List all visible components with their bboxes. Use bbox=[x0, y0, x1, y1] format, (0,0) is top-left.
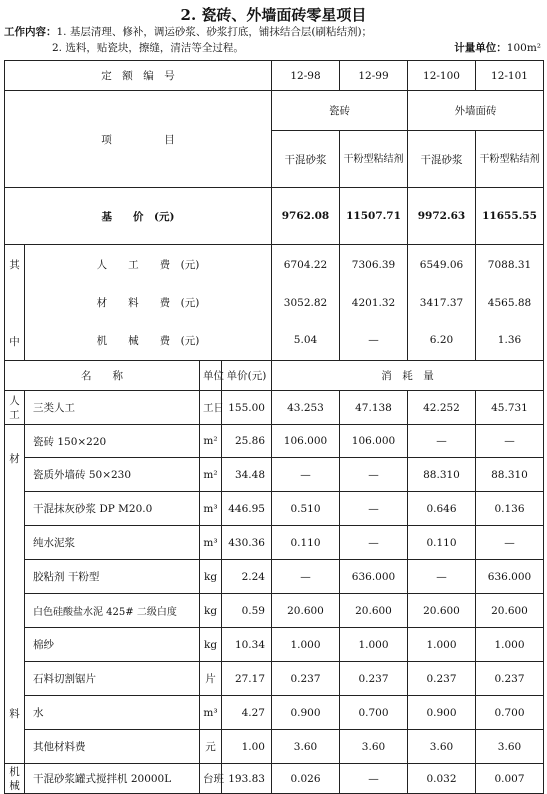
material-row bbox=[5, 628, 544, 662]
consume-value: 3.60 bbox=[408, 730, 476, 764]
machine-category: 机械 bbox=[5, 764, 25, 794]
header-code-row bbox=[5, 61, 544, 91]
base-price-value: 9972.63 bbox=[408, 188, 476, 245]
material-row bbox=[5, 458, 544, 492]
resource-name: 石料切割锯片 bbox=[25, 662, 200, 696]
quota-table bbox=[4, 60, 544, 794]
consume-value: 0.700 bbox=[340, 696, 408, 730]
resource-name: 三类人工 bbox=[25, 391, 200, 425]
resource-price: 10.34 bbox=[222, 628, 272, 662]
sub-cost-value: 7306.39 bbox=[340, 245, 408, 285]
work-content-label: 工作内容： bbox=[4, 26, 57, 38]
sub-cost-row bbox=[5, 245, 544, 285]
measure-unit-label: 计量单位： bbox=[454, 42, 507, 54]
code-cell: 12-99 bbox=[340, 61, 408, 91]
resource-price: 27.17 bbox=[222, 662, 272, 696]
consume-value: — bbox=[272, 458, 340, 492]
consume-value: 0.032 bbox=[408, 764, 476, 794]
sub-cost-value: — bbox=[340, 321, 408, 361]
consume-value: — bbox=[340, 526, 408, 560]
consume-header-row bbox=[5, 361, 544, 391]
base-price-label: 基 价 (元) bbox=[5, 188, 272, 245]
material-row bbox=[5, 594, 544, 628]
sub-cost-value: 3417.37 bbox=[408, 285, 476, 321]
consume-value: — bbox=[272, 560, 340, 594]
resource-price: 446.95 bbox=[222, 492, 272, 526]
resource-name: 其他材料费 bbox=[25, 730, 200, 764]
resource-price: 25.86 bbox=[222, 425, 272, 458]
sub-cost-value: 4565.88 bbox=[476, 285, 544, 321]
consume-value: 0.237 bbox=[340, 662, 408, 696]
measure-unit bbox=[454, 40, 541, 57]
category-char: 材 bbox=[9, 453, 20, 465]
sub-cost-value: 7088.31 bbox=[476, 245, 544, 285]
resource-price: 193.83 bbox=[222, 764, 272, 794]
consume-value: 20.600 bbox=[272, 594, 340, 628]
consume-value: 47.138 bbox=[340, 391, 408, 425]
consume-value: 43.253 bbox=[272, 391, 340, 425]
sub-cost-label: 人 工 费 (元) bbox=[25, 245, 272, 285]
resource-unit: m² bbox=[200, 458, 222, 492]
category-char: 其 bbox=[9, 259, 20, 271]
code-cell: 12-98 bbox=[272, 61, 340, 91]
consume-value: 42.252 bbox=[408, 391, 476, 425]
price-heading: 单价(元) bbox=[222, 361, 272, 391]
sub-heading: 干混砂浆 bbox=[272, 131, 340, 188]
measure-unit-value: 100m² bbox=[506, 42, 541, 54]
consume-value: 0.007 bbox=[476, 764, 544, 794]
resource-unit: kg bbox=[200, 628, 222, 662]
labor-category: 人工 bbox=[5, 391, 25, 425]
resource-unit: m³ bbox=[200, 526, 222, 560]
resource-price: 4.27 bbox=[222, 696, 272, 730]
consume-value: — bbox=[408, 425, 476, 458]
resource-price: 430.36 bbox=[222, 526, 272, 560]
resource-name: 瓷质外墙砖 50×230 bbox=[25, 458, 200, 492]
sub-cost-value: 6.20 bbox=[408, 321, 476, 361]
resource-unit: m³ bbox=[200, 696, 222, 730]
consume-value: 1.000 bbox=[272, 628, 340, 662]
consume-value: 3.60 bbox=[340, 730, 408, 764]
base-price-row bbox=[5, 188, 544, 245]
category-char: 中 bbox=[9, 336, 20, 348]
resource-price: 2.24 bbox=[222, 560, 272, 594]
work-content-text-1: 1. 基层清理、修补，调运砂浆、砂浆打底，铺抹结合层(刷粘结剂)； bbox=[56, 26, 373, 38]
resource-price: 0.59 bbox=[222, 594, 272, 628]
consume-value: 0.646 bbox=[408, 492, 476, 526]
material-row bbox=[5, 662, 544, 696]
code-label: 定 额 编 号 bbox=[5, 61, 272, 91]
sub-cost-row bbox=[5, 321, 544, 361]
resource-name: 干混砂浆罐式搅拌机 20000L bbox=[25, 764, 200, 794]
consume-value: 0.237 bbox=[408, 662, 476, 696]
consume-value: 636.000 bbox=[340, 560, 408, 594]
consume-value: 3.60 bbox=[476, 730, 544, 764]
resource-unit: kg bbox=[200, 594, 222, 628]
consume-value: 0.900 bbox=[408, 696, 476, 730]
sub-cost-value: 6704.22 bbox=[272, 245, 340, 285]
resource-price: 1.00 bbox=[222, 730, 272, 764]
consume-value: — bbox=[340, 458, 408, 492]
base-price-value: 9762.08 bbox=[272, 188, 340, 245]
page-title: 2. 瓷砖、外墙面砖零星项目 bbox=[180, 6, 367, 24]
material-row bbox=[5, 730, 544, 764]
consume-value: 106.000 bbox=[272, 425, 340, 458]
consume-value: 1.000 bbox=[408, 628, 476, 662]
resource-unit: m² bbox=[200, 425, 222, 458]
sub-heading: 干粉型粘结剂 bbox=[340, 131, 408, 188]
consume-value: 3.60 bbox=[272, 730, 340, 764]
consume-value: 0.110 bbox=[272, 526, 340, 560]
consume-value: 636.000 bbox=[476, 560, 544, 594]
consume-value: 20.600 bbox=[408, 594, 476, 628]
work-content-line-1 bbox=[4, 24, 372, 41]
consume-value: 0.110 bbox=[408, 526, 476, 560]
labor-row bbox=[5, 391, 544, 425]
sub-cost-row bbox=[5, 285, 544, 321]
header-group-row bbox=[5, 91, 544, 131]
sub-cost-value: 5.04 bbox=[272, 321, 340, 361]
material-category bbox=[5, 425, 25, 764]
consume-value: 0.136 bbox=[476, 492, 544, 526]
resource-unit: 片 bbox=[200, 662, 222, 696]
consume-value: — bbox=[340, 764, 408, 794]
base-price-value: 11655.55 bbox=[476, 188, 544, 245]
category-char: 料 bbox=[9, 708, 20, 720]
consume-value: 0.510 bbox=[272, 492, 340, 526]
consume-value: — bbox=[340, 492, 408, 526]
group-wall-tile: 外墙面砖 bbox=[408, 91, 544, 131]
resource-unit: 台班 bbox=[200, 764, 222, 794]
resource-name: 胶粘剂 干粉型 bbox=[25, 560, 200, 594]
work-content-line-2: 2. 选料，贴瓷块，擦缝，清洁等全过程。 bbox=[52, 42, 244, 54]
consume-value: — bbox=[408, 560, 476, 594]
resource-name: 纯水泥浆 bbox=[25, 526, 200, 560]
material-row bbox=[5, 492, 544, 526]
material-row bbox=[5, 526, 544, 560]
name-heading: 名 称 bbox=[5, 361, 200, 391]
resource-name: 水 bbox=[25, 696, 200, 730]
resource-unit: 元 bbox=[200, 730, 222, 764]
consume-value: 1.000 bbox=[476, 628, 544, 662]
sub-heading: 干粉型粘结剂 bbox=[476, 131, 544, 188]
sub-cost-category bbox=[5, 245, 25, 361]
material-row bbox=[5, 560, 544, 594]
consume-value: 0.026 bbox=[272, 764, 340, 794]
material-row bbox=[5, 696, 544, 730]
resource-unit: m³ bbox=[200, 492, 222, 526]
consume-value: 45.731 bbox=[476, 391, 544, 425]
code-cell: 12-101 bbox=[476, 61, 544, 91]
sub-cost-label: 机 械 费 (元) bbox=[25, 321, 272, 361]
consume-value: 88.310 bbox=[408, 458, 476, 492]
consume-value: 0.900 bbox=[272, 696, 340, 730]
code-cell: 12-100 bbox=[408, 61, 476, 91]
unit-heading: 单位 bbox=[200, 361, 222, 391]
sub-cost-value: 4201.32 bbox=[340, 285, 408, 321]
sub-cost-value: 6549.06 bbox=[408, 245, 476, 285]
consume-value: 20.600 bbox=[476, 594, 544, 628]
resource-unit: 工日 bbox=[200, 391, 222, 425]
consume-value: — bbox=[476, 526, 544, 560]
sub-cost-label: 材 料 费 (元) bbox=[25, 285, 272, 321]
sub-heading: 干混砂浆 bbox=[408, 131, 476, 188]
group-tile: 瓷砖 bbox=[272, 91, 408, 131]
item-label: 项 目 bbox=[5, 91, 272, 188]
consume-value: 0.700 bbox=[476, 696, 544, 730]
resource-name: 棉纱 bbox=[25, 628, 200, 662]
sub-cost-value: 3052.82 bbox=[272, 285, 340, 321]
consume-value: 1.000 bbox=[340, 628, 408, 662]
resource-name: 白色硅酸盐水泥 425# 二级白度 bbox=[25, 594, 200, 628]
consume-value: 106.000 bbox=[340, 425, 408, 458]
machine-row bbox=[5, 764, 544, 794]
consume-heading: 消 耗 量 bbox=[272, 361, 544, 391]
consume-value: 88.310 bbox=[476, 458, 544, 492]
resource-price: 34.48 bbox=[222, 458, 272, 492]
consume-value: 20.600 bbox=[340, 594, 408, 628]
material-row bbox=[5, 425, 544, 458]
resource-name: 瓷砖 150×220 bbox=[25, 425, 200, 458]
resource-name: 干混抹灰砂浆 DP M20.0 bbox=[25, 492, 200, 526]
resource-unit: kg bbox=[200, 560, 222, 594]
consume-value: 0.237 bbox=[476, 662, 544, 696]
consume-value: — bbox=[476, 425, 544, 458]
resource-price: 155.00 bbox=[222, 391, 272, 425]
sub-cost-value: 1.36 bbox=[476, 321, 544, 361]
base-price-value: 11507.71 bbox=[340, 188, 408, 245]
consume-value: 0.237 bbox=[272, 662, 340, 696]
